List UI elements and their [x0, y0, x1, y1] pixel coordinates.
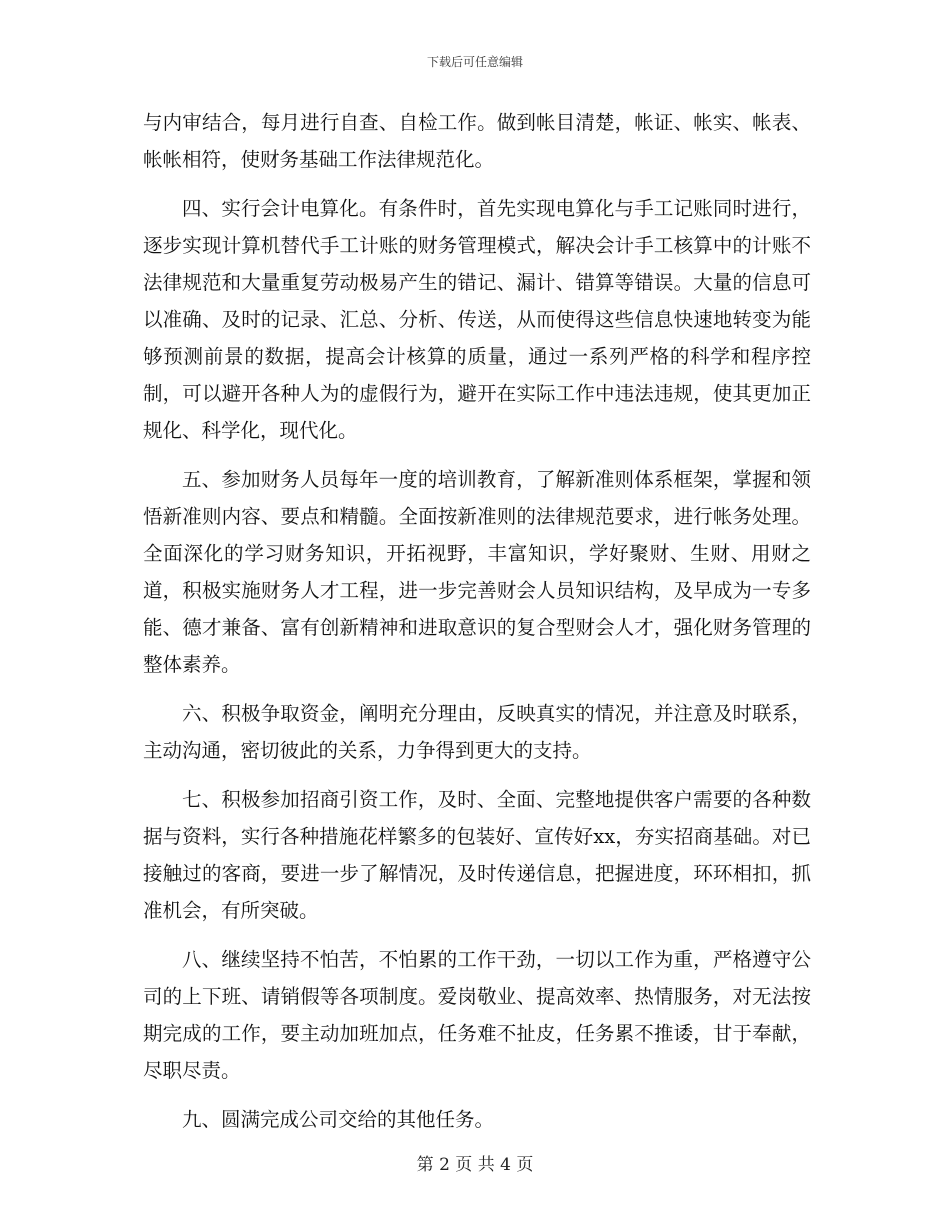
document-body: [143, 104, 811, 1150]
paragraph-section-9: 九、圆满完成公司交给的其他任务。: [182, 1108, 495, 1131]
paragraph-section-8: 八、继续坚持不怕苦，不怕累的工作干劲，一切以工作为重，严格遵守公司的上下班、请销假等各项制度。爱岗敬业、提高效率、热情服务，对无法按期完成的工作，要主动加班加点，任务难不扯皮，任务累不推诿，甘于奉献，尽职尽责。: [143, 948, 811, 1082]
paragraph-continuation: 与内审结合，每月进行自查、自检工作。做到帐目清楚，帐证、帐实、帐表、帐帐相符，使财务基础工作法律规范化。: [143, 111, 811, 171]
page-header: 下载后可任意编辑: [426, 55, 523, 69]
paragraph-section-6: 六、积极争取资金，阐明充分理由，反映真实的情况，并注意及时联系，主动沟通，密切彼此的关系，力争得到更大的支持。: [143, 702, 811, 762]
paragraph-section-4: 四、实行会计电算化。有条件时，首先实现电算化与手工记账同时进行，逐步实现计算机替代手工计账的财务管理模式，解决会计手工核算中的计账不法律规范和大量重复劳动极易产生的错记、漏计、错算等错误。大量的信息可以准确、及时的记录、汇总、分析、传送，从而使得这些信息快速地转变为能够预测前景的数据，提高会计核算的质量，通过一系列严格的科学和程序控制，可以避开各种人为的虚假行为，避开在实际工作中违法违规，使其更加正规化、科学化，现代化。: [143, 197, 811, 442]
paragraph-section-5: 五、参加财务人员每年一度的培训教育，了解新准则体系框架，掌握和领悟新准则内容、要点和精髓。全面按新准则的法律规范要求，进行帐务处理。全面深化的学习财务知识，开拓视野，丰富知识，学好聚财、生财、用财之道，积极实施财务人才工程，进一步完善财会人员知识结构，及早成为一专多能、德才兼备、富有创新精神和进取意识的复合型财会人才，强化财务管理的整体素养。: [143, 468, 811, 676]
paragraph-section-7: 七、积极参加招商引资工作，及时、全面、完整地提供客户需要的各种数据与资料，实行各种措施花样繁多的包装好、宣传好xx，夯实招商基础。对已接触过的客商，要进一步了解情况，及时传递信息，把握进度，环环相扣，抓准机会，有所突破。: [143, 788, 811, 922]
page-number: 第 2 页 共 4 页: [416, 1155, 534, 1175]
